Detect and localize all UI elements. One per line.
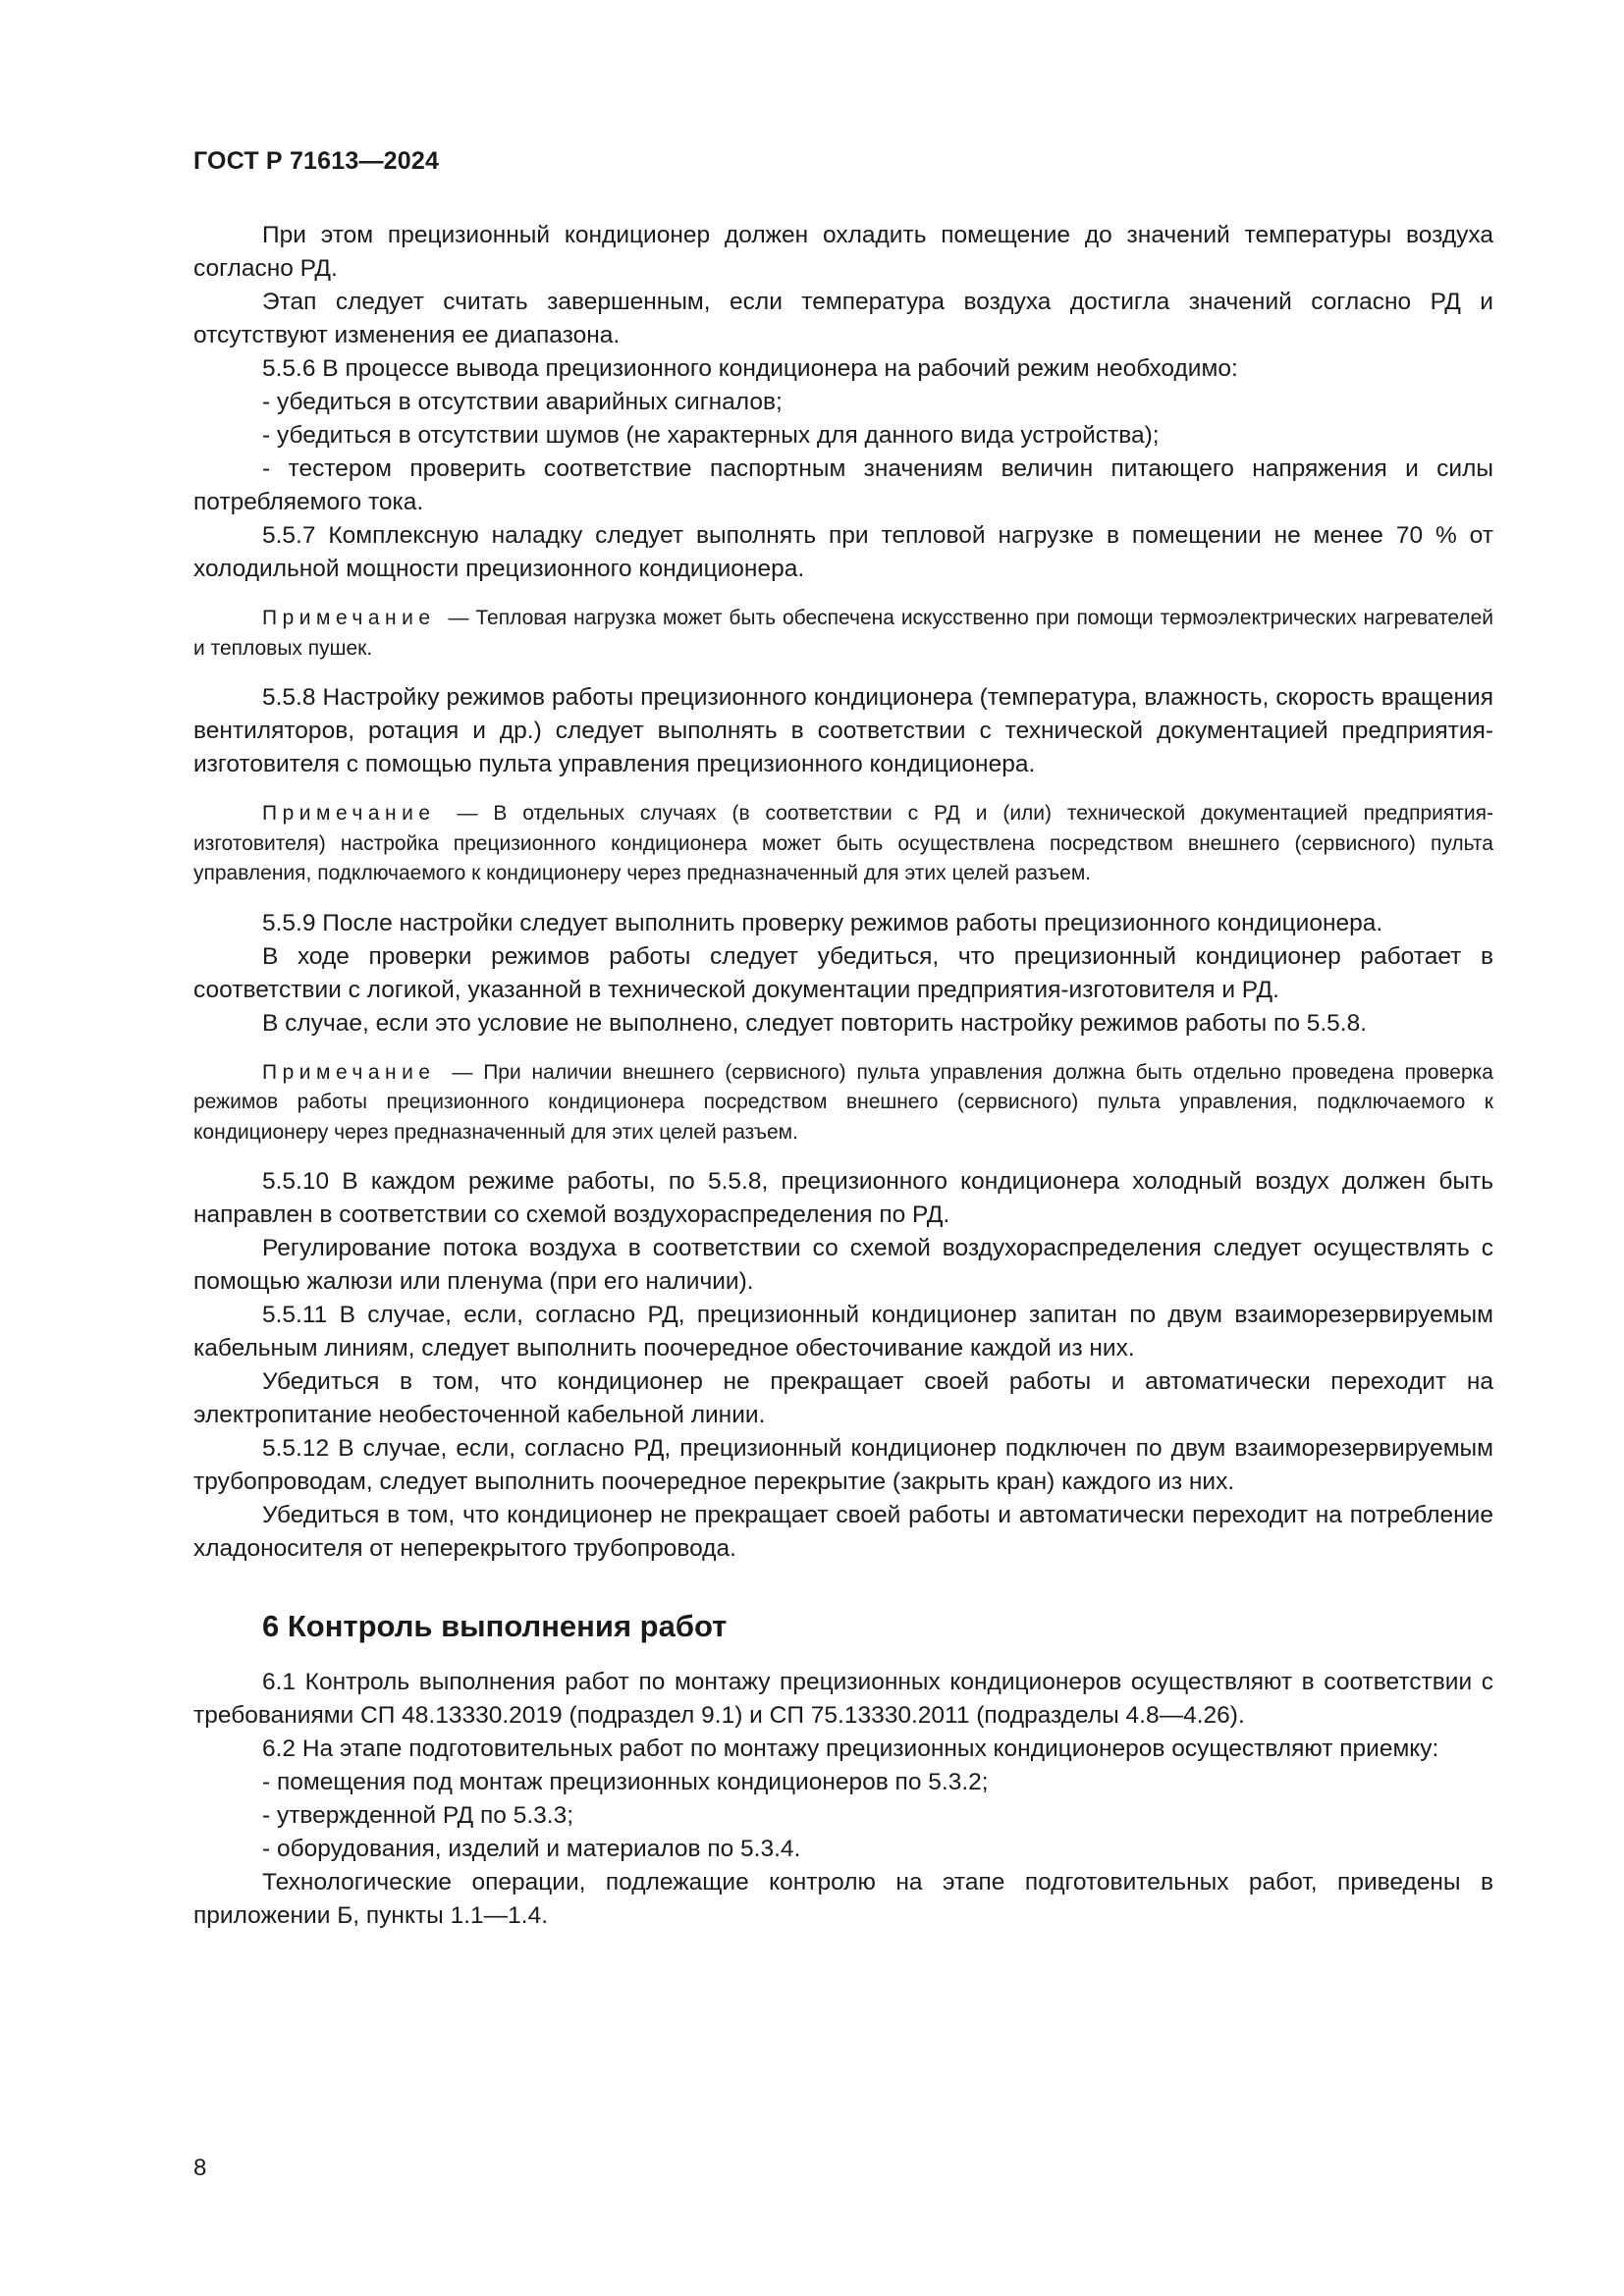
note-text: — При наличии внешнего (сервисного) пульта управления должна быть отдельно проведена проверка режимов работы прецизионного кондиционера посредством внешнего (сервисного) пульта управления, подключаемого к кондиционеру через предназначенный для этих целей разъем. <box>193 1060 1493 1144</box>
section-heading: 6 Контроль выполнения работ <box>262 1609 728 1643</box>
clause-5-5-10: 5.5.10 В каждом режиме работы, по 5.5.8, прецизионного кондиционера холодный воздух должен быть направлен в соответствии со схемой воздухораспределения по РД. <box>193 1168 1493 1228</box>
paragraph: При этом прецизионный кондиционер должен охладить помещение до значений температуры воздуха согласно РД. <box>193 222 1493 282</box>
paragraph: В ходе проверки режимов работы следует убедиться, что прецизионный кондиционер работает в соответствии с логикой, указанной в технической документации предприятия-изготовителя и РД. <box>193 942 1493 1003</box>
list-item: - тестером проверить соответствие паспортным значениям величин питающего напряжения и силы потребляемого тока. <box>193 455 1493 515</box>
clause-5-5-12: 5.5.12 В случае, если, согласно РД, прецизионный кондиционер подключен по двум взаиморезервируемым трубопроводам, следует выполнить поочередное перекрытие (закрыть кран) каждого из них. <box>193 1435 1493 1495</box>
clause-5-5-6: 5.5.6 В процессе вывода прецизионного кондиционера на рабочий режим необходимо: <box>262 355 1238 382</box>
clause-6-2: 6.2 На этапе подготовительных работ по монтажу прецизионных кондиционеров осуществляют приемку: <box>262 1735 1439 1762</box>
paragraph: Технологические операции, подлежащие контролю на этапе подготовительных работ, приведены в приложении Б, пункты 1.1—1.4. <box>193 1869 1493 1929</box>
note <box>193 1058 1493 1148</box>
note-label: Примечание <box>262 607 436 629</box>
list-item: - убедиться в отсутствии аварийных сигналов; <box>262 389 783 415</box>
list-item: - убедиться в отсутствии шумов (не характерных для данного вида устройства); <box>262 422 1160 449</box>
list-item: - помещения под монтаж прецизионных кондиционеров по 5.3.2; <box>262 1769 989 1795</box>
document-header: ГОСТ Р 71613—2024 <box>193 147 440 175</box>
note <box>193 799 1493 889</box>
note-text: — Тепловая нагрузка может быть обеспечена искусственно при помощи термоэлектрических нагревателей и тепловых пушек. <box>193 607 1493 660</box>
note-label: Примечание <box>262 802 436 825</box>
clause-5-5-9: 5.5.9 После настройки следует выполнить проверку режимов работы прецизионного кондиционера. <box>262 909 1383 936</box>
clause-5-5-11: 5.5.11 В случае, если, согласно РД, прецизионный кондиционер запитан по двум взаиморезервируемым кабельным линиям, следует выполнить поочередное обесточивание каждой из них. <box>193 1302 1493 1362</box>
note <box>193 604 1493 664</box>
clause-5-5-7: 5.5.7 Комплексную наладку следует выполнять при тепловой нагрузке в помещении не менее 70 % от холодильной мощности прецизионного кондиционера. <box>193 522 1493 582</box>
note-label: Примечание <box>262 1060 436 1084</box>
note-text: — В отдельных случаях (в соответствии с РД и (или) технической документацией предприятия-изготовителя) настройка прецизионного кондиционера может быть осуществлена посредством внешнего (сервисного) пульта управления, подключаемого к кондиционеру через предназначенный для этих целей разъем. <box>193 802 1493 884</box>
clause-6-1: 6.1 Контроль выполнения работ по монтажу прецизионных кондиционеров осуществляют в соответствии с требованиями СП 48.13330.2019 (подраздел 9.1) и СП 75.13330.2011 (подразделы 4.8—4.26). <box>193 1669 1493 1729</box>
section-6-body <box>193 1666 1493 1933</box>
list-item: - оборудования, изделий и материалов по 5.3.4. <box>262 1836 801 1862</box>
paragraph: Регулирование потока воздуха в соответствии со схемой воздухораспределения следует осуществлять с помощью жалюзи или пленума (при его наличии). <box>193 1235 1493 1295</box>
document-page <box>193 147 1493 1933</box>
paragraph: Убедиться в том, что кондиционер не прекращает своей работы и автоматически переходит на потребление хладоносителя от неперекрытого трубопровода. <box>193 1502 1493 1562</box>
paragraph: В случае, если это условие не выполнено, следует повторить настройку режимов работы по 5.5.8. <box>262 1009 1368 1037</box>
paragraph: Убедиться в том, что кондиционер не прекращает своей работы и автоматически переходит на электропитание необесточенной кабельной линии. <box>193 1368 1493 1428</box>
page-number: 8 <box>193 2155 207 2181</box>
document-body <box>193 219 1493 1566</box>
list-item: - утвержденной РД по 5.3.3; <box>262 1802 574 1829</box>
clause-5-5-8: 5.5.8 Настройку режимов работы прецизионного кондиционера (температура, влажность, скорость вращения вентиляторов, ротация и др.) следует выполнять в соответствии с технической документацией предприятия-изготовителя с помощью пульта управления прецизионного кондиционера. <box>193 684 1493 777</box>
paragraph: Этап следует считать завершенным, если температура воздуха достигла значений согласно РД и отсутствуют изменения ее диапазона. <box>193 289 1493 348</box>
